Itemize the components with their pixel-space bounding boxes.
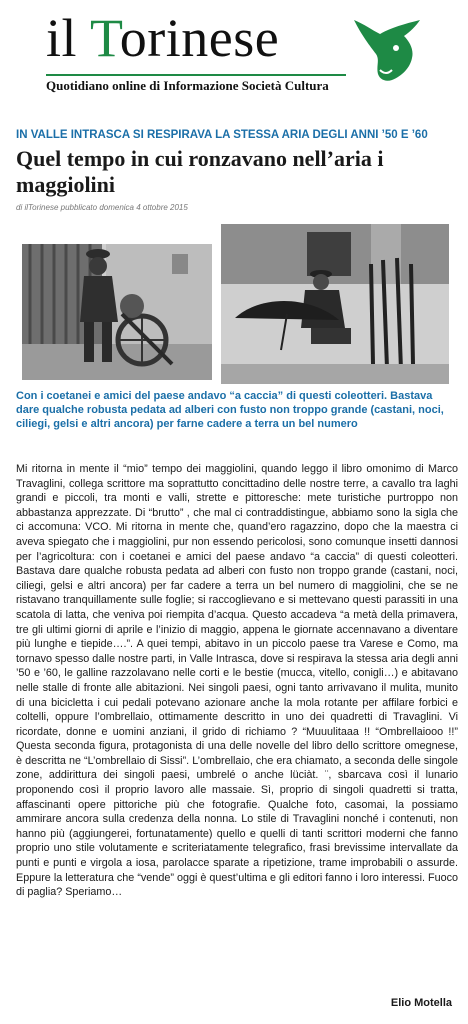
logo-t: T: [90, 8, 120, 68]
article-body: [16, 462, 458, 900]
site-tagline: Quotidiano online di Informazione Società Cultura: [46, 78, 329, 93]
bull-logo-icon: [350, 14, 426, 84]
logo-rest: orinese: [119, 8, 280, 68]
photo-knife-grinder: [22, 244, 212, 380]
logo-il: il: [46, 8, 78, 68]
photo-caption: Con i coetanei e amici del paese andavo “a caccia” di questi coleotteri. Bastava dare qualche robusta pedata ad alberi con fusto non troppo grande (castani, noci, ciliegi, gelsi e altri ancora) per farne cadere a terra un bel numero: [16, 390, 444, 430]
masthead: [0, 0, 468, 100]
article-kicker: IN VALLE INTRASCA SI RESPIRAVA LA STESSA ARIA DEGLI ANNI ’50 E ’60: [16, 129, 428, 141]
site-logo[interactable]: [46, 8, 279, 68]
article-title: Quel tempo in cui ronzavano nell’aria i maggiolini: [16, 146, 384, 197]
article-author: Elio Motella: [390, 997, 452, 1009]
article-paragraph: Mi ritorna in mente il “mio” tempo dei maggiolini, quando leggo il libro omonimo di Marco Travaglini, collega scrittore ma soprattutto concittadino delle nostre terre, a cavallo tra laghi grandi e piccoli, tra monti e valli, strette e pittoresche: mete turistiche purtroppo non abbastanza apprezzate. Di “brutto” , che mal ci contraddistingue, abbiamo sono la sigla che ci accomuna: VCO. Mi ritorna in mente che, quand’ero ragazzino, dopo che la maestra ci aveva spiegato che i maggiolini, pur non essendo pericolosi, sono comunque insetti dannosi per l’agricoltura: con i coetanei e amici del paese andavo “a caccia” di questi coleotteri. Bastava dare qualche robusta pedata ad alberi con fusto non troppo grande (castani, noci, ciliegi, gelsi e altri ancora) per far cadere a terra un bel numero di maggiolini, che se ne ristavano tranquillamente sulle foglie; si raccoglievano e si mettevano questi parassiti in una scatola di latta, che veniva poi riempita d’acqua. Questo accadeva “a metà della primavera, tre gli ultimi giorni di aprile e l’inizio di maggio, appena le giornate accennavano a diventare più lunghe e tiepide….”. A quei tempi, abitavo in un piccolo paese tra Varese e Como, ma tornavo spesso dalle nostre parti, in Valle Intrasca, dove si respirava la stessa aria degli anni ’50 e ’60, le galline razzolavano nelle corti e le bestie (mucca, vitello, conigli…) e abitavano nelle stalle di fronte alle abitazioni. Nei singoli paesi, ogni tanto arrivavano il mulita, munito di una bicicletta i cui pedali potevano azionare anche la mola rotante per affilare forbici e coltelli, oppure l’ombrellaio, ottimamente descritto in uno dei quadretti di Travaglini. Vi ricordate, donne e uomini anziani, il grido di richiamo ? “Muuulitaaa !! “Ombrellaiooo !!” Questa seconda figura, protagonista di una delle novelle del libro dello scrittore omegnese, è descritta ne “L’ombrellaio di Sissi”. L’ombrellaio, che era chiamato, a seconda delle singole zone, addirittura dei singoli paesi, umbrelé o anche lüciàt. ¨, sbarcava così il lunario proponendo così il proprio lavoro alle massaie. Sì, proprio di singoli quadretti si tratta, affascinanti opere pittoriche più che fotografie. Qualche foto, casomai, la possiamo ammirare ancora sulla credenza della nonna. Lo stile di Travaglini nonché i contenuti, non hanno più (aggiungerei, fortunatamente) quello e quelli di tanti scrittori moderni che fanno proprio uno stile volutamente e scriteriatamente telegrafico, frasi brevissime intervallate da punti e punti e virgola a iosa, parolacce sparate a ripetizione, trame improbabili o assurde. Eppure la letteratura che “vende” oggi è quest’ultima e gli editori fanno i loro interessi. Fuoco di paglia? Speriamo…: [16, 463, 458, 899]
photo-umbrella-maker: [221, 224, 449, 384]
article-byline: di ilTorinese pubblicato domenica 4 ottobre 2015: [16, 203, 188, 212]
logo-underline: [46, 74, 346, 76]
